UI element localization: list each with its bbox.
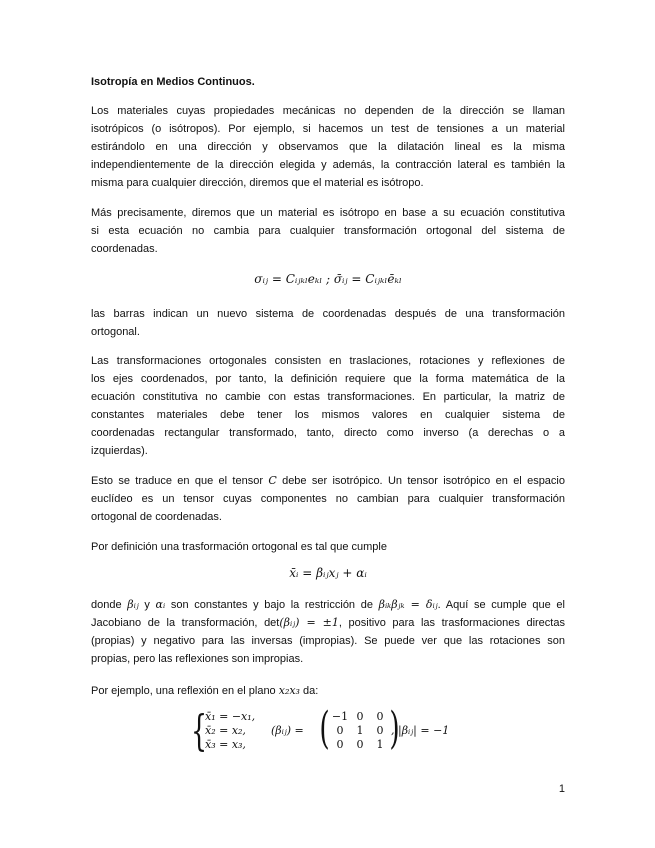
- paragraph-7: [91, 596, 565, 668]
- paragraph-3: [91, 305, 565, 341]
- text-line: isotrópicos (o isótropos). Por ejemplo, si hacemos un test de tensiones a un material: [91, 123, 565, 135]
- paragraph-2: [91, 204, 565, 258]
- reflection-example: [191, 703, 571, 760]
- text-line: Más precisamente, diremos que un material es isótropo en base a su ecuación constitutiva: [91, 207, 565, 219]
- equation-system: [205, 710, 255, 752]
- text-line: ortogonal de coordenadas.: [91, 511, 222, 523]
- matrix-row: −1 0 0: [331, 710, 384, 723]
- orthogonal-transformation-equation: x̄ᵢ = βᵢⱼxⱼ + αᵢ: [289, 566, 367, 580]
- beta-label: (βᵢⱼ) =: [271, 724, 304, 737]
- text-line: Las transformaciones ortogonales consisten en traslaciones, rotaciones y reflexiones de: [91, 355, 565, 367]
- page-number: 1: [558, 783, 565, 795]
- text-line: donde βᵢⱼ y αᵢ son constantes y bajo la restricción de βᵢₖβⱼₖ = δᵢⱼ. Aquí se cumple que el: [91, 598, 565, 611]
- constitutive-equation: σᵢⱼ = Cᵢⱼₖₗeₖₗ ; σ̄ᵢⱼ = Cᵢⱼₖₗēₖₗ: [254, 272, 402, 286]
- paragraph-1: [91, 102, 565, 192]
- text-line: las barras indican un nuevo sistema de coordenadas después de una transformación: [91, 308, 565, 320]
- text-line: Los materiales cuyas propiedades mecánicas no dependen de la dirección se llaman: [91, 105, 565, 117]
- text-line: Jacobiano de la transformación, det(βᵢⱼ) = ±1, positivo para las trasformaciones directas: [91, 616, 565, 629]
- text-line: si esta ecuación no cambia para cualquier transformación ortogonal del sistema de: [91, 225, 565, 237]
- document-title: Isotropía en Medios Continuos.: [91, 76, 255, 88]
- paragraph-8: [91, 682, 565, 700]
- paragraph-6: [91, 538, 565, 556]
- text-line: Por ejemplo, una reflexión en el plano x₂x₃ da:: [91, 684, 319, 697]
- right-paren: ): [389, 703, 400, 754]
- text-line: propias, pero las reflexiones son impropias.: [91, 653, 304, 665]
- text-line: Por definición una trasformación ortogonal es tal que cumple: [91, 541, 387, 553]
- paragraph-5: [91, 472, 565, 526]
- text-line: constantes materiales debe tener los mismos valores en cualquier sistema de: [91, 409, 565, 421]
- text-line: (propias) y negativo para las inversas (impropias). Se puede ver que las rotaciones son: [91, 635, 565, 647]
- determinant: , |βᵢⱼ| = −1: [391, 724, 450, 737]
- text-line: misma para cualquier dirección, diremos que el material es isótropo.: [91, 177, 424, 189]
- text-line: los ejes coordenados, por tanto, la definición requiere que la forma matemática de la: [91, 373, 565, 385]
- text-line: Esto se traduce en que el tensor C debe ser isotrópico. Un tensor isotrópico en el espacio: [91, 474, 565, 487]
- system-row: x̄₂ = x₂,: [205, 724, 246, 737]
- tensor-symbol: C: [268, 474, 277, 487]
- text-line: izquierdas).: [91, 445, 148, 457]
- left-brace: {: [191, 706, 208, 755]
- paragraph-4: [91, 352, 565, 460]
- text-line: ortogonal.: [91, 326, 140, 338]
- matrix-row: 0 0 1: [336, 738, 384, 751]
- system-row: x̄₁ = −x₁,: [205, 710, 256, 723]
- text-line: independientemente de la dirección elegida y además, la contracción lateral es también la: [91, 159, 565, 171]
- matrix-row: 0 1 0: [336, 724, 384, 737]
- text-line: estirándolo en una dirección y observamos que la dilatación lineal es la misma: [91, 141, 565, 153]
- system-row: x̄₃ = x₃,: [205, 738, 246, 751]
- text-line: coordenadas rectangular transformado, tanto, directo como inverso (a derechas o a: [91, 427, 565, 439]
- text-line: coordenadas.: [91, 243, 158, 255]
- text-line: euclídeo es un tensor cuyas componentes no cambian para cualquier transformación: [91, 493, 565, 505]
- left-paren: (: [319, 703, 330, 754]
- text-line: ecuación constitutiva no cambie con estas transformaciones. En particular, la matriz de: [91, 391, 565, 403]
